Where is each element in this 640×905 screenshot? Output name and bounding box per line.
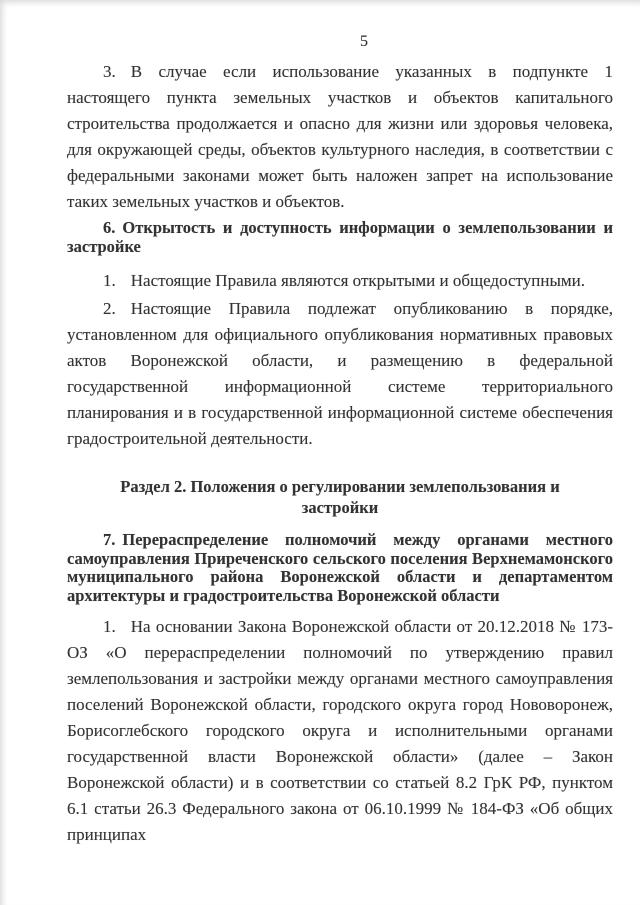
- paragraph-number: 1.: [103, 271, 116, 290]
- heading-text: Перераспределение полномочий между органами местного самоуправления Приреченского сельского поселения Верхнемамонского муниципального района Воронежской области и департаментом архитектуры и градостроительства Воронежской области: [67, 530, 613, 605]
- paragraph-text: Настоящие Правила подлежат опубликованию в порядке, установленном для официального опубликования нормативных правовых актов Воронежской области, и размещению в федеральной государственной информационной системе территориального планирования и в государственной информационной системе обеспечения градостроительной деятельности.: [67, 299, 613, 448]
- section-2-heading: Раздел 2. Положения о регулировании землепользования и застройки: [120, 477, 560, 517]
- paragraph-text: На основании Закона Воронежской области от 20.12.2018 № 173-ОЗ «О перераспределении полномочий по утверждению правил землепользования и застройки между органами местного самоуправления поселений Воронежской области, городского округа город Нововоронеж, Борисоглебского городского округа и исполнительными органами государственной власти Воронежской области» (далее – Закон Воронежской области) и в соответствии со статьей 8.2 ГрК РФ, пунктом 6.1 статьи 26.3 Федерального закона от 06.10.1999 № 184-ФЗ «Об общих принципах: [67, 617, 613, 844]
- paragraph-text: Настоящие Правила являются открытыми и общедоступными.: [130, 271, 585, 290]
- heading-6-openness: [67, 218, 613, 256]
- paragraph-6-2: [67, 296, 613, 452]
- paragraph-3: [67, 59, 613, 215]
- paragraph-6-1: [67, 268, 613, 294]
- heading-number: 7.: [103, 530, 116, 549]
- paragraph-7-1: [67, 614, 613, 848]
- heading-text: Открытость и доступность информации о землепользовании и застройке: [67, 218, 613, 256]
- page-number: 5: [360, 33, 368, 50]
- paragraph-text: В случае если использование указанных в подпункте 1 настоящего пункта земельных участков и объектов капитального строительства продолжается и опасно для жизни или здоровья человека, для окружающей среды, объектов культурного наследия, в соответствии с федеральными законами может быть наложен запрет на использование таких земельных участков и объектов.: [67, 62, 613, 211]
- paragraph-number: 1.: [103, 617, 116, 636]
- paragraph-number: 2.: [103, 299, 116, 318]
- heading-number: 6.: [103, 218, 116, 237]
- paragraph-number: 3.: [103, 62, 116, 81]
- heading-7-redistribution: [67, 531, 613, 605]
